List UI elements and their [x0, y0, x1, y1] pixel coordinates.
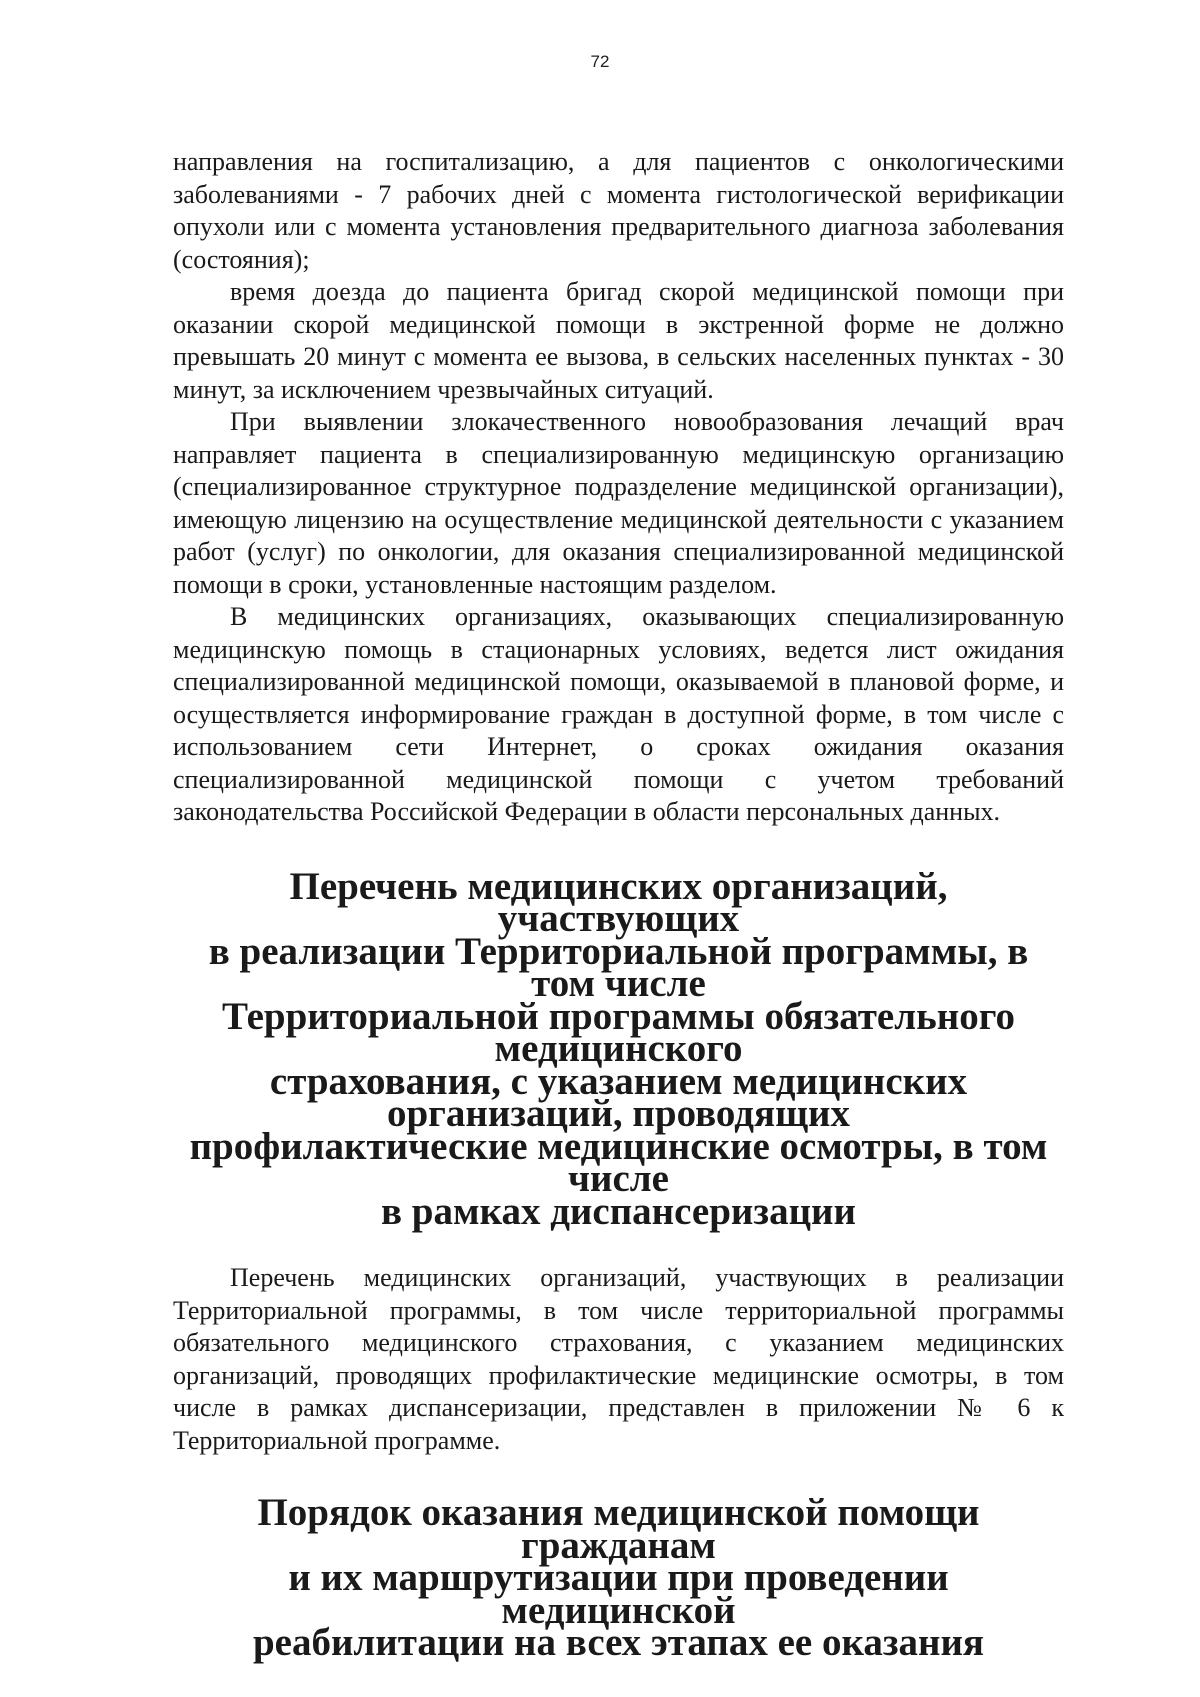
heading-line: и их маршрутизации при проведении медицинской [288, 1556, 949, 1632]
heading-line: реабилитации на всех этапах ее оказания [252, 1621, 985, 1664]
section-heading-rehabilitation [173, 1491, 1064, 1664]
heading-line: Порядок оказания медицинской помощи гражданам [257, 1491, 980, 1567]
heading-line: профилактические медицинские осмотры, в том числе [189, 1124, 1048, 1200]
paragraph-waiting-list: В медицинских организациях, оказывающих специализированную медицинскую помощь в стационарных условиях, ведется лист ожидания специализированной медицинской помощи, оказываемой в плановой форме, и осуществляется информирование граждан в доступной форме, в том числе с использованием сети Интернет, о сроках ожидания оказания специализированной медицинской помощи с учетом требований законодательства Российской Федерации в области персональных данных. [173, 602, 1064, 826]
page-body [173, 146, 1064, 1664]
heading-line: Территориальной программы обязательного медицинского [222, 994, 1015, 1070]
page-number: 72 [590, 52, 610, 71]
paragraph-organizations-list: Перечень медицинских организаций, участвующих в реализации Территориальной программы, в том числе территориальной программы обязательного медицинского страхования, с указанием медицинских организаций, проводящих профилактические медицинские осмотры, в том числе в рамках диспансеризации, представлен в приложении № 6 к Территориальной программе. [173, 1263, 1064, 1455]
heading-line: Перечень медицинских организаций, участвующих [289, 864, 948, 940]
paragraph-oncology-referral: При выявлении злокачественного новообразования лечащий врач направляет пациента в специализированную медицинскую организацию (специализированное структурное подразделение медицинской организации), имеющую лицензию на осуществление медицинской деятельности с указанием работ (услуг) по онкологии, для оказания специализированной медицинской помощи в сроки, установленные настоящим разделом. [173, 407, 1064, 599]
section-heading-organizations [173, 864, 1064, 1233]
heading-line: в реализации Территориальной программы, в том числе [208, 929, 1029, 1005]
heading-line: страхования, с указанием медицинских организаций, проводящих [269, 1059, 968, 1135]
paragraph-continuation: направления на госпитализацию, а для пациентов с онкологическими заболеваниями - 7 рабочих дней с момента гистологической верификации опухоли или с момента установления предварительного диагноза заболевания (состояния); [173, 147, 1064, 274]
paragraph-ambulance-time: время доезда до пациента бригад скорой медицинской помощи при оказании скорой медицинской помощи в экстренной форме не должно превышать 20 минут с момента ее вызова, в сельских населенных пунктах - 30 минут, за исключением чрезвычайных ситуаций. [173, 277, 1064, 404]
heading-line: в рамках диспансеризации [381, 1189, 856, 1233]
